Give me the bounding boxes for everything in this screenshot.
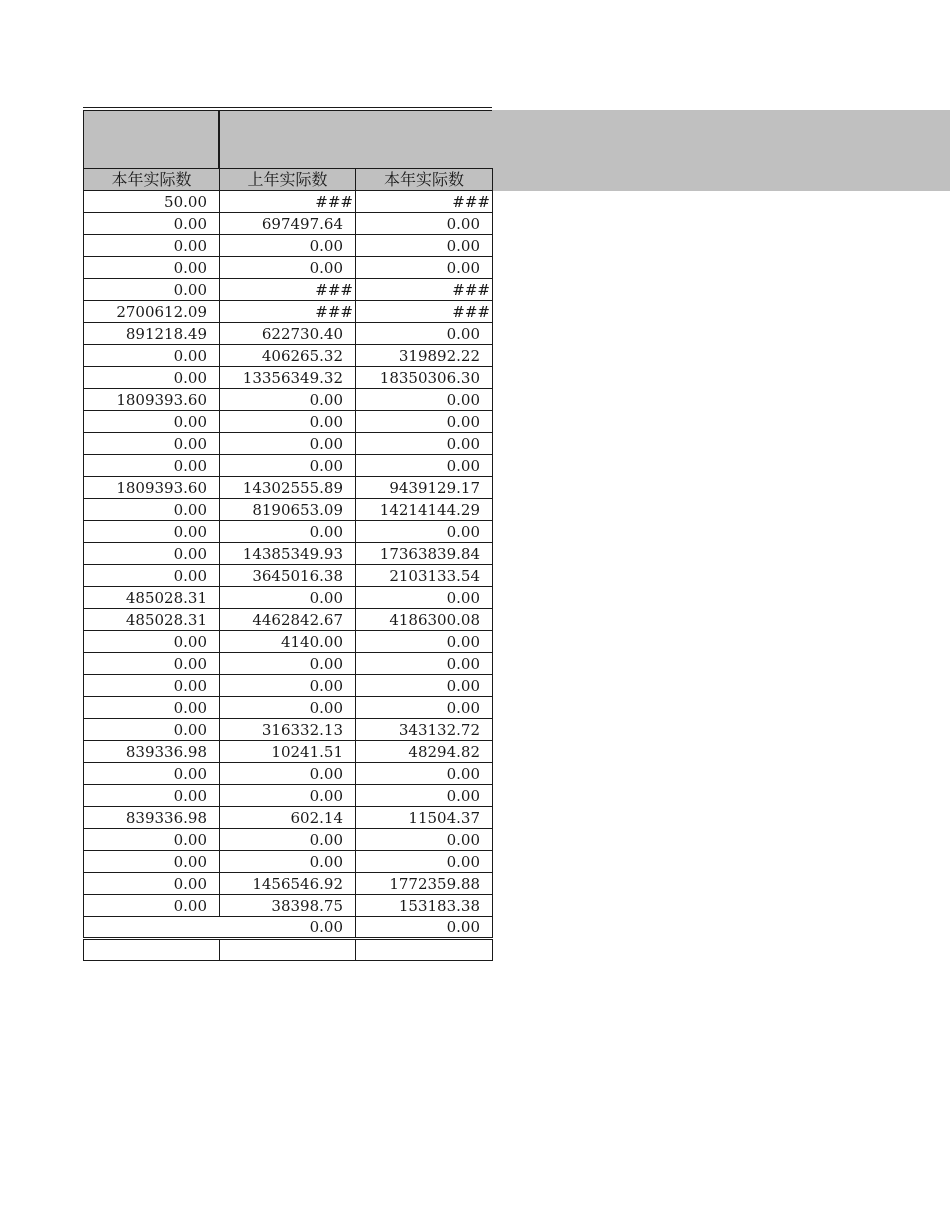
table-cell[interactable]: 0.00	[220, 411, 356, 433]
table-row	[84, 873, 493, 895]
table-cell[interactable]: 0.00	[356, 653, 493, 675]
table-cell[interactable]: 0.00	[84, 851, 220, 873]
column-header: 本年实际数	[84, 169, 220, 191]
table-cell[interactable]: 0.00	[84, 345, 220, 367]
table-cell[interactable]: 2103133.54	[356, 565, 493, 587]
table-row-last	[84, 917, 493, 939]
header-divider	[219, 110, 220, 168]
header-left-block	[83, 110, 219, 168]
table-cell[interactable]: 0.00	[84, 257, 220, 279]
table-cell[interactable]: 4462842.67	[220, 609, 356, 631]
table-cell[interactable]: 0.00	[220, 455, 356, 477]
table-cell[interactable]: 0.00	[356, 829, 493, 851]
table-row	[84, 631, 493, 653]
table-row	[84, 785, 493, 807]
table-row	[84, 323, 493, 345]
table-cell[interactable]: 839336.98	[84, 807, 220, 829]
table-row	[84, 389, 493, 411]
table-cell[interactable]: 0.00	[356, 323, 493, 345]
table-row	[84, 235, 493, 257]
table-cell[interactable]: 38398.75	[220, 895, 356, 917]
table-cell[interactable]: 0.00	[220, 653, 356, 675]
table-cell[interactable]: 602.14	[220, 807, 356, 829]
table-cell[interactable]: 0.00	[84, 653, 220, 675]
table-cell[interactable]: ###	[356, 191, 493, 213]
table-cell-merged[interactable]: 0.00	[84, 917, 356, 939]
table-cell[interactable]: 0.00	[220, 587, 356, 609]
table-cell[interactable]: 0.00	[356, 257, 493, 279]
table-cell[interactable]: 0.00	[220, 697, 356, 719]
table-row	[84, 851, 493, 873]
data-table	[83, 168, 493, 961]
table-row	[84, 543, 493, 565]
table-row	[84, 411, 493, 433]
table-cell[interactable]: 0.00	[84, 895, 220, 917]
table-cell[interactable]: 316332.13	[220, 719, 356, 741]
table-cell[interactable]: 0.00	[356, 675, 493, 697]
table-cell[interactable]: 319892.22	[356, 345, 493, 367]
table-cell[interactable]: 0.00	[356, 917, 493, 939]
table-row	[84, 807, 493, 829]
table-cell[interactable]: 0.00	[220, 763, 356, 785]
table-cell[interactable]: 0.00	[84, 763, 220, 785]
table-row	[84, 741, 493, 763]
table-row	[84, 499, 493, 521]
table-cell[interactable]: 0.00	[356, 411, 493, 433]
table-cell[interactable]: 0.00	[220, 829, 356, 851]
table-cell[interactable]: 0.00	[356, 785, 493, 807]
table-row	[84, 433, 493, 455]
table-row	[84, 477, 493, 499]
table-cell[interactable]: 0.00	[220, 389, 356, 411]
column-header-row	[84, 169, 493, 191]
table-cell[interactable]: 0.00	[356, 433, 493, 455]
table-cell[interactable]: 0.00	[84, 631, 220, 653]
column-header: 上年实际数	[220, 169, 356, 191]
table-cell[interactable]: 1456546.92	[220, 873, 356, 895]
table-row	[84, 521, 493, 543]
table-cell[interactable]: 0.00	[356, 697, 493, 719]
table-cell[interactable]: 0.00	[84, 675, 220, 697]
table-cell[interactable]: 0.00	[84, 565, 220, 587]
table-cell[interactable]: 0.00	[84, 499, 220, 521]
table-cell[interactable]: 0.00	[84, 411, 220, 433]
table-row	[84, 609, 493, 631]
top-border	[83, 107, 492, 108]
table-cell[interactable]: 0.00	[84, 521, 220, 543]
table-cell[interactable]: 406265.32	[220, 345, 356, 367]
table-row	[84, 455, 493, 477]
table-cell[interactable]: 1809393.60	[84, 477, 220, 499]
table-row	[84, 257, 493, 279]
top-border-inner	[219, 110, 492, 111]
table-cell-empty[interactable]	[356, 939, 493, 961]
table-cell[interactable]: 0.00	[84, 829, 220, 851]
table-cell-empty[interactable]	[84, 939, 220, 961]
column-header: 本年实际数	[356, 169, 493, 191]
table-cell[interactable]: 485028.31	[84, 587, 220, 609]
table-cell[interactable]: 0.00	[84, 873, 220, 895]
table-row	[84, 279, 493, 301]
table-cell[interactable]: 153183.38	[356, 895, 493, 917]
table-row	[84, 719, 493, 741]
table-cell[interactable]: 17363839.84	[356, 543, 493, 565]
table-cell[interactable]: 0.00	[84, 455, 220, 477]
table-cell[interactable]: 0.00	[84, 543, 220, 565]
table-row	[84, 675, 493, 697]
table-cell[interactable]: 11504.37	[356, 807, 493, 829]
table-cell[interactable]: 0.00	[84, 213, 220, 235]
table-cell[interactable]: 622730.40	[220, 323, 356, 345]
table-cell[interactable]: 14214144.29	[356, 499, 493, 521]
table-cell[interactable]: 839336.98	[84, 741, 220, 763]
table-cell[interactable]: 4140.00	[220, 631, 356, 653]
table-row	[84, 191, 493, 213]
table-cell[interactable]: 48294.82	[356, 741, 493, 763]
table-cell[interactable]: 343132.72	[356, 719, 493, 741]
table-cell[interactable]: 0.00	[220, 851, 356, 873]
table-cell[interactable]: 18350306.30	[356, 367, 493, 389]
table-cell[interactable]: 0.00	[84, 719, 220, 741]
table-row	[84, 565, 493, 587]
table-cell[interactable]: 0.00	[220, 235, 356, 257]
table-cell[interactable]: ###	[356, 301, 493, 323]
table-cell[interactable]: 2700612.09	[84, 301, 220, 323]
table-cell-empty[interactable]	[220, 939, 356, 961]
table-row-empty	[84, 939, 493, 961]
table-row	[84, 763, 493, 785]
table-row	[84, 301, 493, 323]
table-cell[interactable]: 0.00	[356, 455, 493, 477]
table-cell[interactable]: 14385349.93	[220, 543, 356, 565]
table-cell[interactable]: 0.00	[356, 851, 493, 873]
table-cell[interactable]: 0.00	[220, 257, 356, 279]
table-cell[interactable]: 0.00	[84, 235, 220, 257]
table-row	[84, 697, 493, 719]
table-row	[84, 653, 493, 675]
table-cell[interactable]: 4186300.08	[356, 609, 493, 631]
table-row	[84, 367, 493, 389]
table-cell[interactable]: 1772359.88	[356, 873, 493, 895]
table-cell[interactable]: 0.00	[356, 389, 493, 411]
table-cell[interactable]: 10241.51	[220, 741, 356, 763]
table-cell[interactable]: 0.00	[356, 631, 493, 653]
table-cell[interactable]: 697497.64	[220, 213, 356, 235]
table-row	[84, 213, 493, 235]
table-cell[interactable]: 0.00	[356, 587, 493, 609]
table-cell[interactable]: 0.00	[84, 279, 220, 301]
table-cell[interactable]: 0.00	[356, 235, 493, 257]
table-cell[interactable]: 0.00	[220, 521, 356, 543]
table-cell[interactable]: 8190653.09	[220, 499, 356, 521]
table-cell[interactable]: ###	[220, 301, 356, 323]
table-cell[interactable]: 3645016.38	[220, 565, 356, 587]
table-cell[interactable]: 0.00	[356, 521, 493, 543]
table-cell[interactable]: 50.00	[84, 191, 220, 213]
table-row	[84, 829, 493, 851]
table-cell[interactable]: 0.00	[84, 697, 220, 719]
table-row	[84, 587, 493, 609]
table-cell[interactable]: 0.00	[84, 785, 220, 807]
table-cell[interactable]: 0.00	[84, 367, 220, 389]
table-cell[interactable]: 9439129.17	[356, 477, 493, 499]
table-cell[interactable]: 0.00	[220, 433, 356, 455]
table-cell[interactable]: ###	[356, 279, 493, 301]
table-cell[interactable]: 0.00	[84, 433, 220, 455]
table-row	[84, 345, 493, 367]
table-cell[interactable]: 891218.49	[84, 323, 220, 345]
table-cell[interactable]: 485028.31	[84, 609, 220, 631]
table-cell[interactable]: 0.00	[220, 675, 356, 697]
table-cell[interactable]: 0.00	[356, 213, 493, 235]
table-cell[interactable]: 14302555.89	[220, 477, 356, 499]
table-cell[interactable]: 1809393.60	[84, 389, 220, 411]
table-cell[interactable]: 0.00	[220, 785, 356, 807]
table-cell[interactable]: 0.00	[356, 763, 493, 785]
table-cell[interactable]: 13356349.32	[220, 367, 356, 389]
table-cell[interactable]: ###	[220, 279, 356, 301]
table-cell[interactable]: ###	[220, 191, 356, 213]
table-row	[84, 895, 493, 917]
